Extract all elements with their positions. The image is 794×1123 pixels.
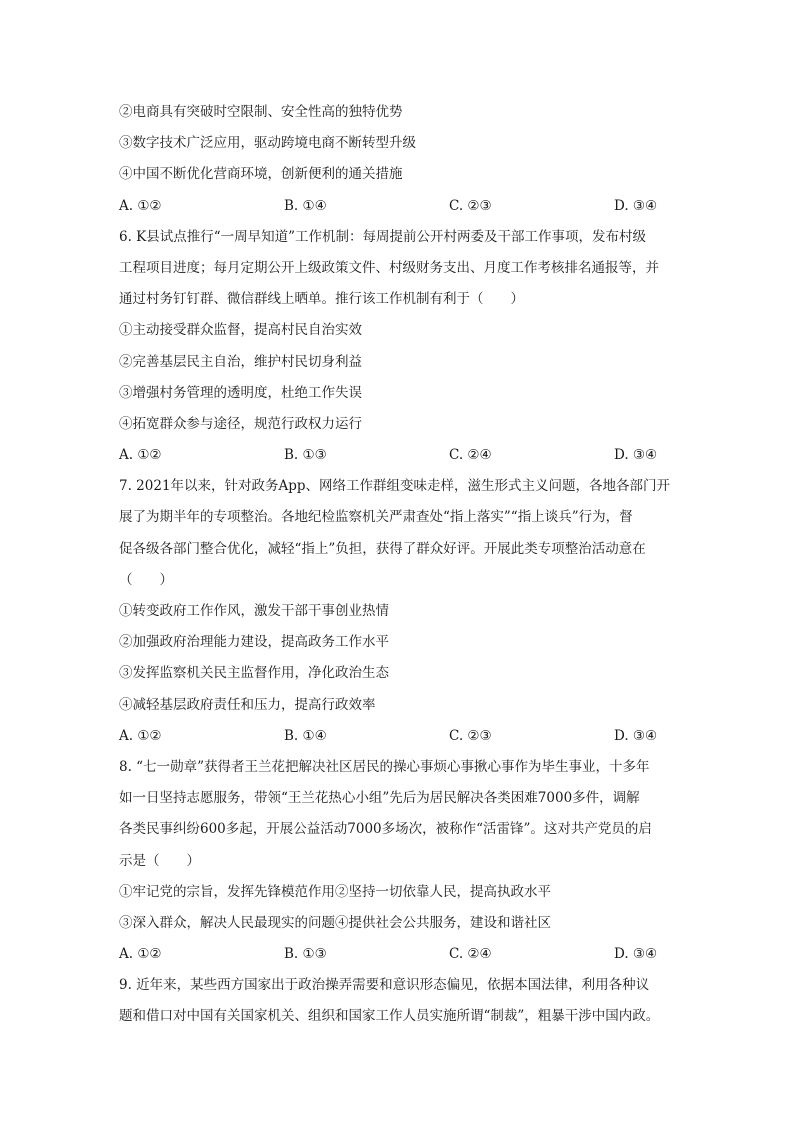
question-stem-line: 展了为期半年的专项整治。各地纪检监察机关严肃查处“指上落实”“指上谈兵”行为，督 <box>119 509 633 526</box>
option-line: ①转变政府工作作风，激发干部干事创业热情 <box>119 603 389 619</box>
answer-choices <box>119 191 679 222</box>
question-stem-line: 各类民事纠纷600多起，开展公益活动7000多场次，被称作“活雷锋”。这对共产党员的启 <box>119 821 652 838</box>
option-line: ②电商具有突破时空限制、安全性高的独特优势 <box>119 104 403 120</box>
choice-d: D. ③④ <box>614 197 658 214</box>
choice-c: C. ②③ <box>449 727 492 744</box>
question-stem-line: 促各级各部门整合优化，减轻“指上”负担，获得了群众好评。开展此类专项整治活动意在 <box>119 540 646 557</box>
choice-c: C. ②③ <box>449 197 492 214</box>
question-stem-line: 工程项目进度；每月定期公开上级政策文件、村级财务支出、月度工作考核排名通报等，并 <box>119 259 659 276</box>
answer-choices <box>119 440 679 471</box>
question-stem-line: 6. K县试点推行“一周早知道”工作机制：每周提前公开村两委及干部工作事项，发布村级 <box>119 228 647 245</box>
option-line: ④减轻基层政府责任和压力，提高行政效率 <box>119 696 376 713</box>
choice-a: A. ①② <box>119 946 162 963</box>
choice-c: C. ②④ <box>449 946 492 963</box>
question-stem-line: 如一日坚持志愿服务，带领“王兰花热心小组”先后为居民解决各类困难7000多件，调解 <box>119 790 640 807</box>
choice-a: A. ①② <box>119 727 162 744</box>
question-stem-line: 示是（ ） <box>119 852 200 869</box>
choice-b: B. ①③ <box>284 946 327 963</box>
choice-b: B. ①④ <box>284 727 327 744</box>
question-stem-line: 7. 2021年以来，针对政务App、网络工作群组变味走样，滋生形式主义问题，各地各部门开 <box>119 478 671 495</box>
answer-choices <box>119 721 679 752</box>
question-8 <box>119 752 679 970</box>
choice-a: A. ①② <box>119 197 162 214</box>
choice-a: A. ①② <box>119 447 162 464</box>
choice-b: B. ①④ <box>284 197 327 214</box>
question-stem-line: 9. 近年来，某些西方国家出于政治操弄需要和意识形态偏见，依据本国法律，利用各种议 <box>119 977 650 994</box>
option-line: ③深入群众，解决人民最现实的问题④提供社会公共服务，建设和谐社区 <box>119 914 551 931</box>
option-line: ②加强政府治理能力建设，提高政务工作水平 <box>119 634 389 651</box>
option-line: ③数字技术广泛应用，驱动跨境电商不断转型升级 <box>119 135 416 152</box>
option-line: ②完善基层民主自治，维护村民切身利益 <box>119 353 362 370</box>
question-stem-line: 8. “七一勋章”获得者王兰花把解决社区居民的操心事烦心事揪心事作为毕生事业，十多年 <box>119 758 650 775</box>
option-line: ③增强村务管理的透明度，杜绝工作失误 <box>119 384 362 401</box>
option-line: ④中国不断优化营商环境，创新便利的通关措施 <box>119 166 403 183</box>
option-line: ④拓宽群众参与途径，规范行政权力运行 <box>119 415 362 432</box>
option-line: ①主动接受群众监督，提高村民自治实效 <box>119 322 362 339</box>
option-line: ③发挥监察机关民主监督作用，净化政治生态 <box>119 665 389 682</box>
question-stem-line: 题和借口对中国有关国家机关、组织和国家工作人员实施所谓“制裁”，粗暴干涉中国内政。 <box>119 1008 660 1025</box>
choice-c: C. ②④ <box>449 447 492 464</box>
choice-b: B. ①③ <box>284 447 327 464</box>
question-5-tail <box>119 97 679 222</box>
question-7 <box>119 471 679 752</box>
question-stem-line: 通过村务钉钉群、微信群线上晒单。推行该工作机制有利于（ ） <box>119 291 524 308</box>
choice-d: D. ③④ <box>614 946 658 963</box>
choice-d: D. ③④ <box>614 727 658 744</box>
question-stem-line: （ ） <box>119 571 173 588</box>
option-line: ①牢记党的宗旨，发挥先锋模范作用②坚持一切依靠人民，提高执政水平 <box>119 883 551 900</box>
question-6 <box>119 222 679 472</box>
exam-page <box>119 97 679 1033</box>
choice-d: D. ③④ <box>614 447 658 464</box>
question-9 <box>119 970 679 1032</box>
answer-choices <box>119 939 679 970</box>
